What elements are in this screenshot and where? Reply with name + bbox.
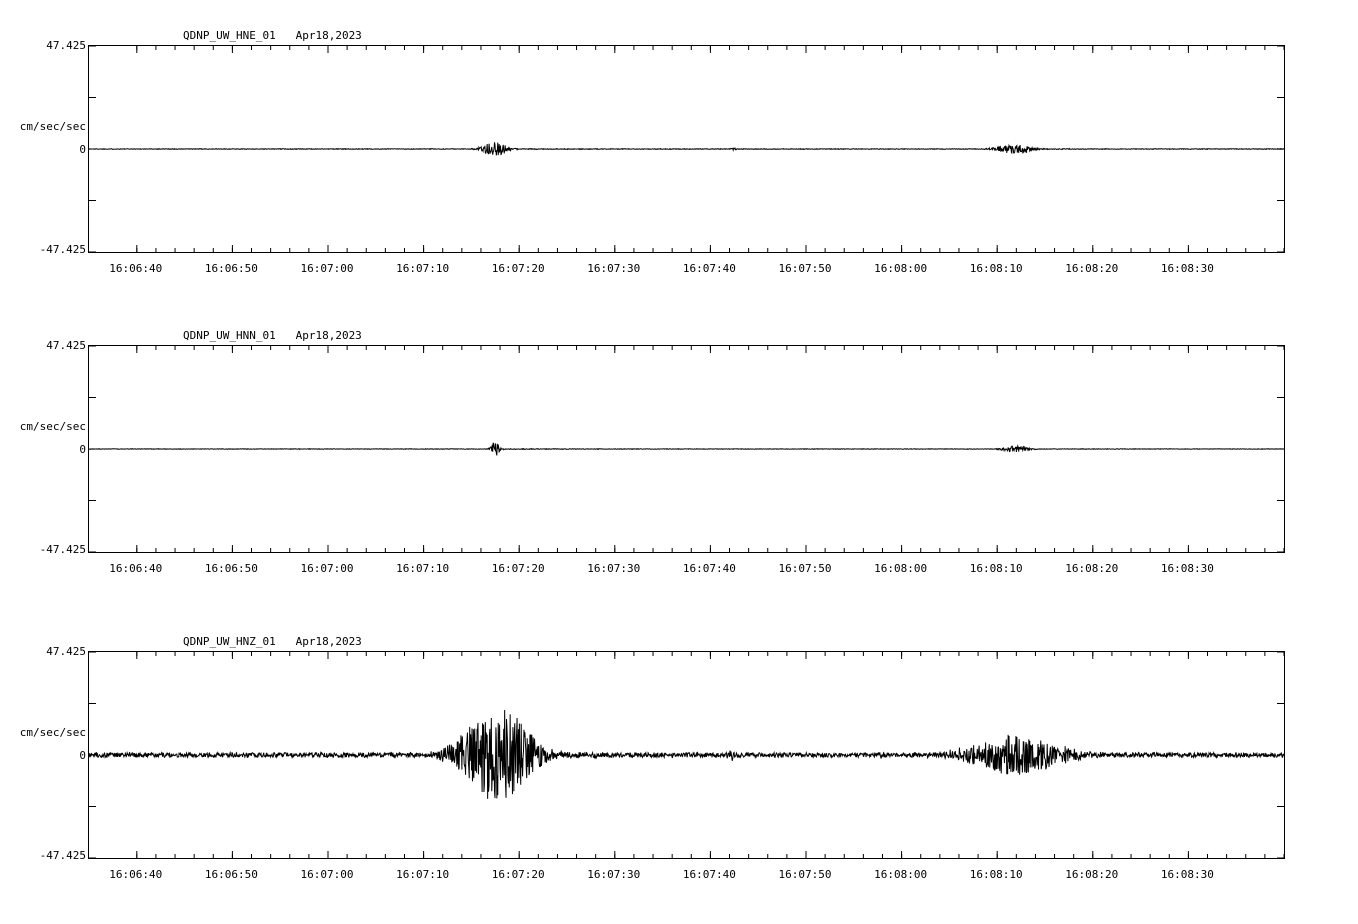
x-tick-label: 16:08:00 [874, 262, 928, 275]
x-tick-label: 16:06:50 [204, 868, 258, 881]
panel-title-hnz: QDNP_UW_HNZ_01 Apr18,2023 [183, 635, 362, 648]
waveform-trace-hnn [89, 346, 1284, 552]
x-tick-label: 16:06:40 [109, 262, 163, 275]
y-axis-max-label-hne: 47.425 [46, 39, 86, 52]
x-tick-label: 16:07:00 [300, 262, 354, 275]
y-axis-units-hnz: cm/sec/sec [19, 726, 86, 739]
x-tick-label: 16:07:50 [778, 262, 832, 275]
y-axis-min-label-hnz: -47.425 [39, 849, 86, 862]
panel-title-hnn: QDNP_UW_HNN_01 Apr18,2023 [183, 329, 362, 342]
x-tick-label: 16:06:40 [109, 868, 163, 881]
x-axis-tick-labels-hnz [88, 868, 1285, 882]
y-axis-max-label-hnn: 47.425 [46, 339, 86, 352]
x-tick-label: 16:07:10 [396, 562, 450, 575]
seismogram-panel-hnn [0, 300, 1358, 590]
waveform-trace-hne [89, 46, 1284, 252]
x-tick-label: 16:06:40 [109, 562, 163, 575]
x-tick-label: 16:07:50 [778, 868, 832, 881]
x-tick-label: 16:06:50 [204, 562, 258, 575]
x-tick-label: 16:07:20 [491, 562, 545, 575]
x-tick-label: 16:07:10 [396, 868, 450, 881]
waveform-trace-hnz [89, 652, 1284, 858]
y-axis-zero-label-hnn: 0 [79, 443, 86, 456]
x-tick-label: 16:07:30 [587, 868, 641, 881]
x-tick-label: 16:08:00 [874, 562, 928, 575]
x-tick-label: 16:08:20 [1065, 262, 1119, 275]
y-axis-zero-label-hnz: 0 [79, 749, 86, 762]
x-tick-label: 16:08:10 [969, 868, 1023, 881]
x-tick-label: 16:07:30 [587, 262, 641, 275]
y-axis-units-hne: cm/sec/sec [19, 120, 86, 133]
plot-area-hnn [88, 345, 1285, 553]
plot-area-hnz [88, 651, 1285, 859]
plot-area-hne [88, 45, 1285, 253]
x-tick-label: 16:07:40 [682, 562, 736, 575]
x-tick-label: 16:07:00 [300, 868, 354, 881]
seismogram-panel-hnz [0, 606, 1358, 896]
x-tick-label: 16:06:50 [204, 262, 258, 275]
x-tick-label: 16:07:20 [491, 868, 545, 881]
y-axis-min-label-hnn: -47.425 [39, 543, 86, 556]
x-tick-label: 16:07:50 [778, 562, 832, 575]
y-axis-min-label-hne: -47.425 [39, 243, 86, 256]
x-tick-label: 16:07:40 [682, 262, 736, 275]
x-tick-label: 16:08:30 [1160, 262, 1214, 275]
x-tick-label: 16:07:00 [300, 562, 354, 575]
x-axis-tick-labels-hnn [88, 562, 1285, 576]
x-axis-tick-labels-hne [88, 262, 1285, 276]
y-axis-units-hnn: cm/sec/sec [19, 420, 86, 433]
x-tick-label: 16:07:10 [396, 262, 450, 275]
y-axis-zero-label-hne: 0 [79, 143, 86, 156]
x-tick-label: 16:07:30 [587, 562, 641, 575]
x-tick-label: 16:08:30 [1160, 868, 1214, 881]
panel-title-hne: QDNP_UW_HNE_01 Apr18,2023 [183, 29, 362, 42]
x-tick-label: 16:08:20 [1065, 868, 1119, 881]
x-tick-label: 16:08:20 [1065, 562, 1119, 575]
x-tick-label: 16:08:00 [874, 868, 928, 881]
x-tick-label: 16:08:30 [1160, 562, 1214, 575]
y-axis-max-label-hnz: 47.425 [46, 645, 86, 658]
x-tick-label: 16:07:20 [491, 262, 545, 275]
x-tick-label: 16:08:10 [969, 562, 1023, 575]
x-tick-label: 16:08:10 [969, 262, 1023, 275]
seismogram-panel-hne [0, 0, 1358, 290]
x-tick-label: 16:07:40 [682, 868, 736, 881]
